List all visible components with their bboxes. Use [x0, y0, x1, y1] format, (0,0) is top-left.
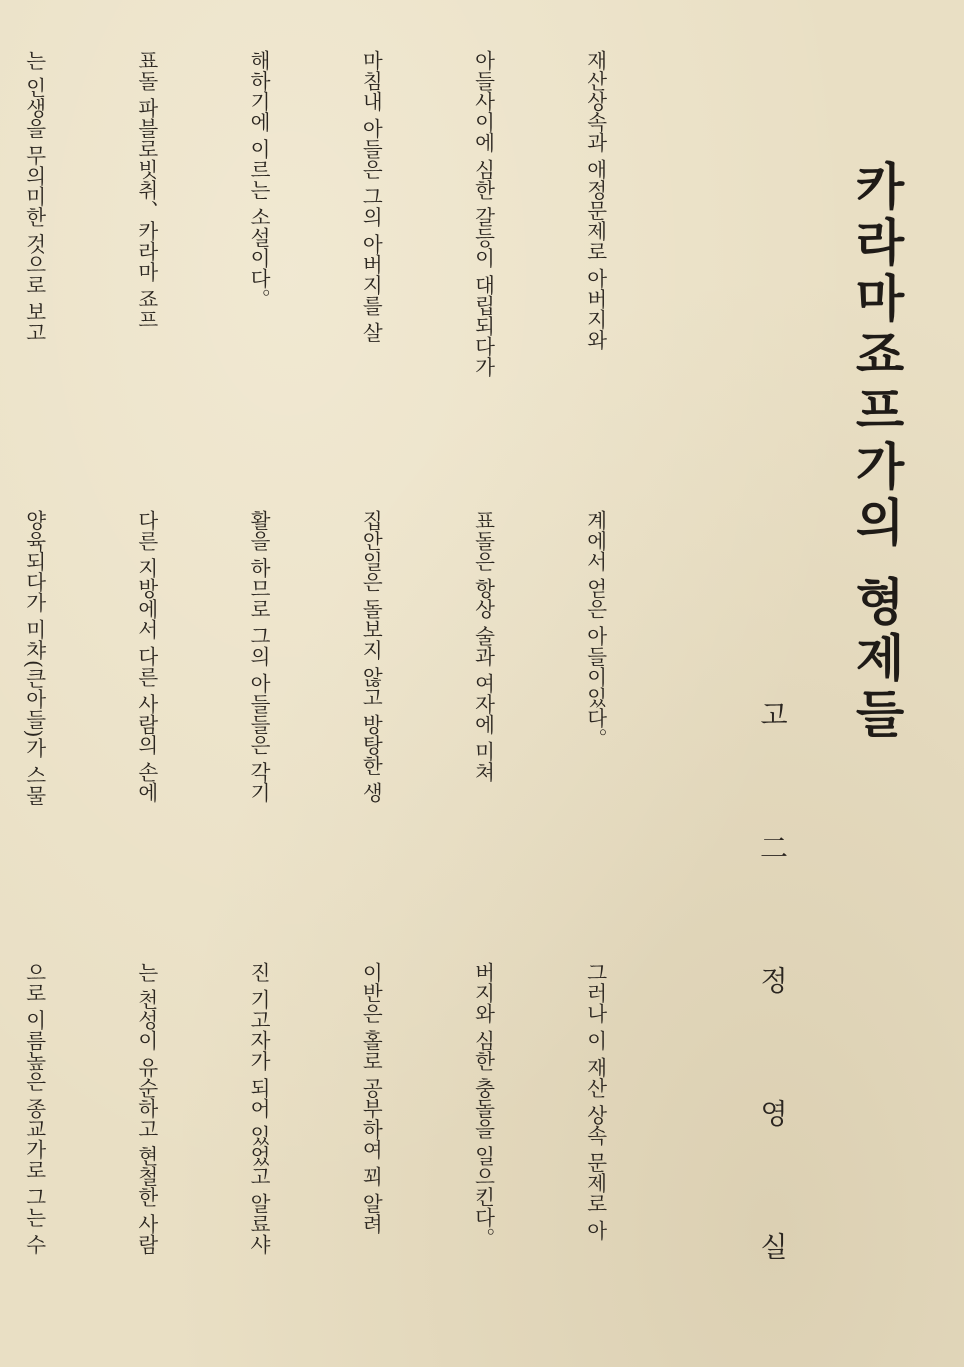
author-char: 실	[756, 1232, 789, 1260]
text-band-middle	[0, 510, 688, 910]
text-line: 는 천성이 유순하고 현철한 사람	[134, 962, 159, 1255]
author-char: 二	[756, 833, 789, 861]
text-line: 마침내 아들은 그의 아버지를 살	[358, 50, 383, 343]
text-line: 활을 하므로 그의 아들들은 각기	[246, 510, 271, 803]
text-line: 양육되다가 미챠(큰아들)가 스물	[22, 510, 47, 806]
text-line: 해하기에 이르는 소설이다。	[246, 50, 271, 310]
author-char: 정	[756, 966, 789, 994]
text-line: 으로 이름높은 종교가로 그는 수	[22, 962, 47, 1255]
text-line: 표돌 파블로빗취、카라마 죠프	[134, 50, 159, 330]
text-line: 다른 지방에서 다른 사람의 손에	[134, 510, 159, 803]
text-line: 아들사이에 심한 갈등이 대립되다가	[470, 50, 495, 378]
author-byline	[752, 700, 792, 1260]
author-char: 고	[756, 700, 789, 728]
text-line: 표돌은 항상 술과 여자에 미쳐	[470, 510, 495, 783]
text-line: 집안일은 돌보지 않고 방탕한 생	[358, 510, 383, 803]
text-line: 재산상속과 애정문제로 아버지와	[583, 50, 608, 351]
text-line: 이반은 홀로 공부하여 꾀 알려	[358, 962, 383, 1235]
text-line: 그러나 이 재산 상속 문제로 아	[583, 962, 608, 1241]
text-line: 버지와 심한 충돌을 일으킨다。	[470, 962, 495, 1249]
text-line: 계에서 얻은 아들이있다。	[583, 510, 608, 749]
text-band-top	[0, 50, 688, 460]
text-line: 는 인생을 무의미한 것으로 보고	[22, 50, 47, 343]
page-title: 카라마죠프가의 형제들	[847, 160, 905, 744]
text-band-bottom	[0, 962, 688, 1352]
text-line: 진 기고자가 되어 있었고 알료샤	[246, 962, 271, 1255]
author-char: 영	[756, 1099, 789, 1127]
